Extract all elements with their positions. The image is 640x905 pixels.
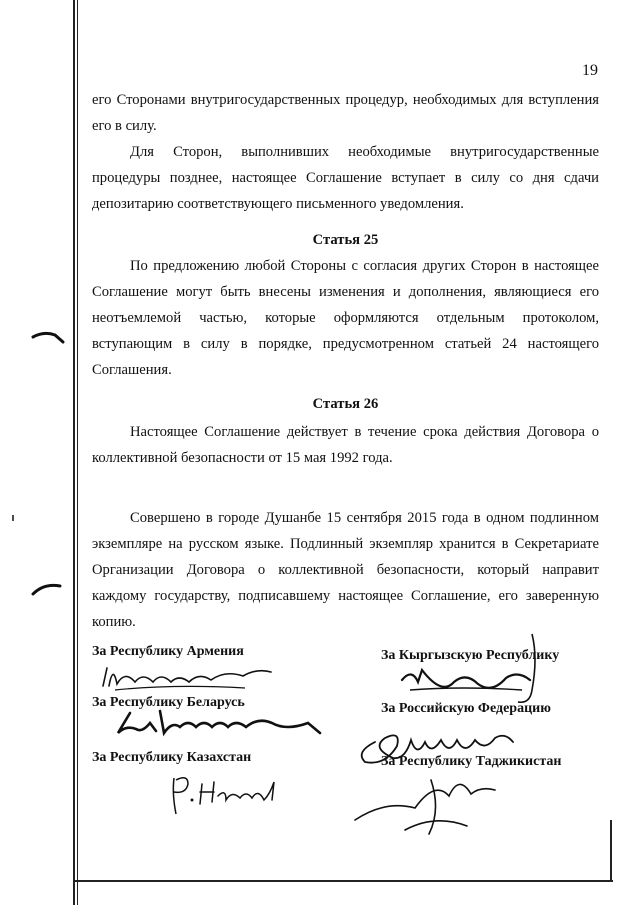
signature-kyrgyzstan — [382, 628, 582, 708]
margin-mark-1 — [30, 325, 70, 345]
signature-tajikistan — [345, 760, 515, 840]
article-26-title: Статья 26 — [312, 396, 379, 412]
signatory-armenia: За Республику Армения — [92, 644, 244, 659]
margin-mark-2 — [8, 513, 18, 523]
signature-armenia — [95, 660, 285, 696]
article-25-text: По предложению любой Стороны с согласия других Сторон в настоящее Соглашение могут быть внесены изменения и дополнения, являющиеся его неотъемлемой частью, которые оформляются отдельным протоколом, вступающим в силу в порядке, предусмотренном статьей 24 настоящего Соглашения. — [92, 258, 599, 378]
signatory-russia: За Российскую Федерацию — [381, 701, 551, 716]
bottom-rule — [73, 880, 613, 882]
binding-line-left — [73, 0, 75, 905]
binding-line-inner — [77, 0, 78, 905]
paragraph-entry-into-force: Для Сторон, выполнивших необходимые внутригосударственные процедуры позднее, настоящее Соглашение вступает в силу со дня сдачи депозитарию соответствующего письменного уведомления. — [92, 144, 599, 212]
article-26-text: Настоящее Соглашение действует в течение срока действия Договора о коллективной безопасности от 15 мая 1992 года. — [92, 424, 599, 466]
signatory-tajikistan: За Республику Таджикистан — [381, 754, 562, 769]
page-number: 19 — [582, 62, 598, 79]
margin-mark-3 — [30, 577, 70, 601]
signatory-belarus: За Республику Беларусь — [92, 695, 245, 710]
article-25-title: Статья 25 — [312, 232, 379, 248]
signature-belarus — [108, 705, 328, 741]
signatory-kazakhstan: За Республику Казахстан — [92, 750, 252, 765]
signature-kazakhstan — [168, 770, 288, 820]
paragraph-continuation: его Сторонами внутригосударственных процедур, необходимых для вступления его в силу. — [92, 92, 599, 134]
signatory-kyrgyzstan: За Кыргызскую Республику — [381, 648, 560, 663]
right-edge-line — [610, 820, 612, 882]
closing-paragraph: Совершено в городе Душанбе 15 сентября 2015 года в одном подлинном экземпляре на русском языке. Подлинный экземпляр хранится в Секретариате Организации Договора о коллективной безопасности, который направит каждому государству, подписавшему настоящее Соглашение, его заверенную копию. — [92, 510, 599, 630]
